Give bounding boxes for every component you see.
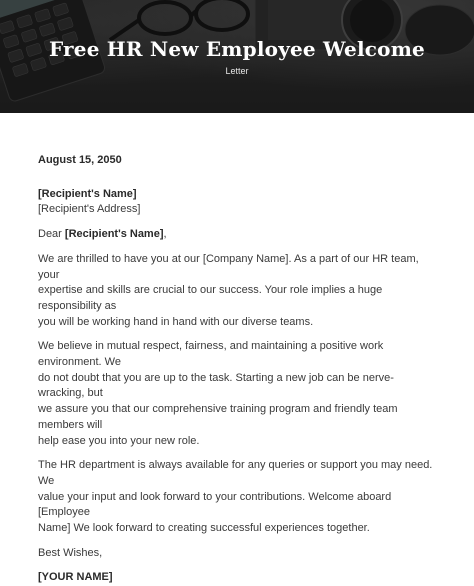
paragraph-line: Name] We look forward to creating successful experiences together. xyxy=(38,522,370,535)
paragraph-line: We believe in mutual respect, fairness, and maintaining a positive work environment. We xyxy=(38,340,384,369)
paragraph-line: help ease you into your new role. xyxy=(38,434,200,447)
salutation-name: [Recipient's Name] xyxy=(64,228,164,241)
paragraph-line: expertise and skills are crucial to our success. Your role implies a huge responsibility as xyxy=(38,284,383,312)
letter-date: August 15, 2050 xyxy=(38,154,122,166)
paragraph-line: We are thrilled to have you at our [Company Name]. As a part of our HR team, your xyxy=(38,252,419,281)
recipient-name: [Recipient's Name] xyxy=(38,187,137,200)
paragraph-3 xyxy=(38,458,438,537)
paragraph-line: we assure you that our comprehensive training program and friendly team members will xyxy=(38,403,398,431)
recipient-address: [Recipient's Address] xyxy=(38,203,141,216)
paragraph-line: value your input and look forward to your contributions. Welcome aboard [Employee xyxy=(38,490,392,519)
paragraph-2 xyxy=(38,339,438,449)
page-title: Free HR New Employee Welcome xyxy=(49,37,425,61)
paragraph-line: The HR department is always available for any queries or support you may need. We xyxy=(38,459,433,487)
closing: Best Wishes, xyxy=(38,546,103,559)
paragraph-line: you will be working hand in hand with our diverse teams. xyxy=(38,315,314,328)
paragraph-1 xyxy=(38,252,438,331)
letter-body xyxy=(38,153,438,586)
salutation-suffix: , xyxy=(163,228,167,241)
signature-name: [YOUR NAME] xyxy=(38,571,113,584)
header-banner xyxy=(0,0,474,113)
salutation xyxy=(38,227,438,243)
paragraph-line: do not doubt that you are up to the task. Starting a new job can be nerve-wracking, but xyxy=(38,371,394,400)
salutation-prefix: Dear xyxy=(38,228,65,241)
page-subtitle: Letter xyxy=(225,66,249,76)
